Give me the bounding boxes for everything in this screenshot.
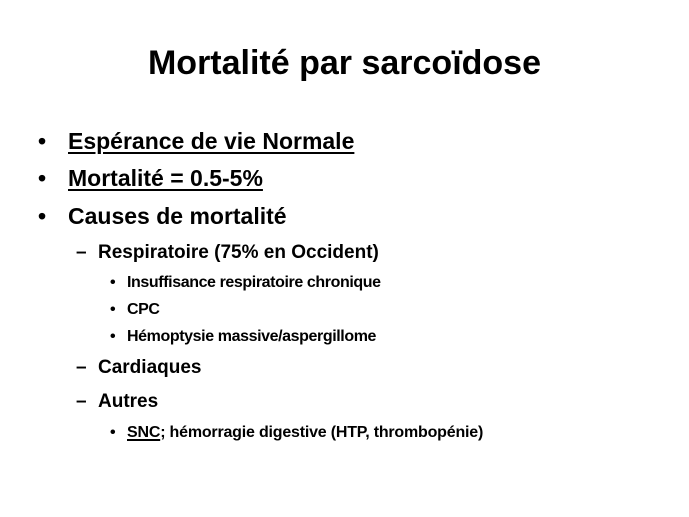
bullet-marker: • (38, 203, 47, 229)
dash-text: Cardiaques (98, 357, 202, 378)
sub-bullet-marker: • (110, 274, 116, 291)
snc-rest-text: ; hémorragie digestive (HTP, thrombopénie) (160, 424, 484, 441)
dash-marker: – (76, 357, 87, 378)
dash-text: Autres (98, 391, 159, 412)
slide-title: Mortalité par sarcoïdose (147, 44, 541, 82)
dash-marker: – (76, 242, 87, 263)
sub-bullet-text (127, 424, 483, 442)
bullet-text: Causes de mortalité (68, 203, 287, 229)
bullet-text: Espérance de vie Normale (68, 128, 355, 154)
sub-bullet-marker: • (110, 424, 116, 441)
bullet-marker: • (38, 165, 47, 191)
bullet-marker: • (38, 128, 47, 154)
dash-text: Respiratoire (75% en Occident) (98, 242, 379, 263)
dash-marker: – (76, 391, 87, 412)
snc-abbreviation: SNC (127, 424, 161, 441)
sub-bullet-text: Hémoptysie massive/aspergillome (127, 328, 377, 345)
sub-bullet-marker: • (110, 301, 116, 318)
sub-bullet-marker: • (110, 328, 116, 345)
sub-bullet-text: Insuffisance respiratoire chronique (127, 274, 381, 291)
sub-bullet-text: CPC (127, 301, 160, 318)
bullet-text: Mortalité = 0.5-5% (68, 165, 263, 191)
